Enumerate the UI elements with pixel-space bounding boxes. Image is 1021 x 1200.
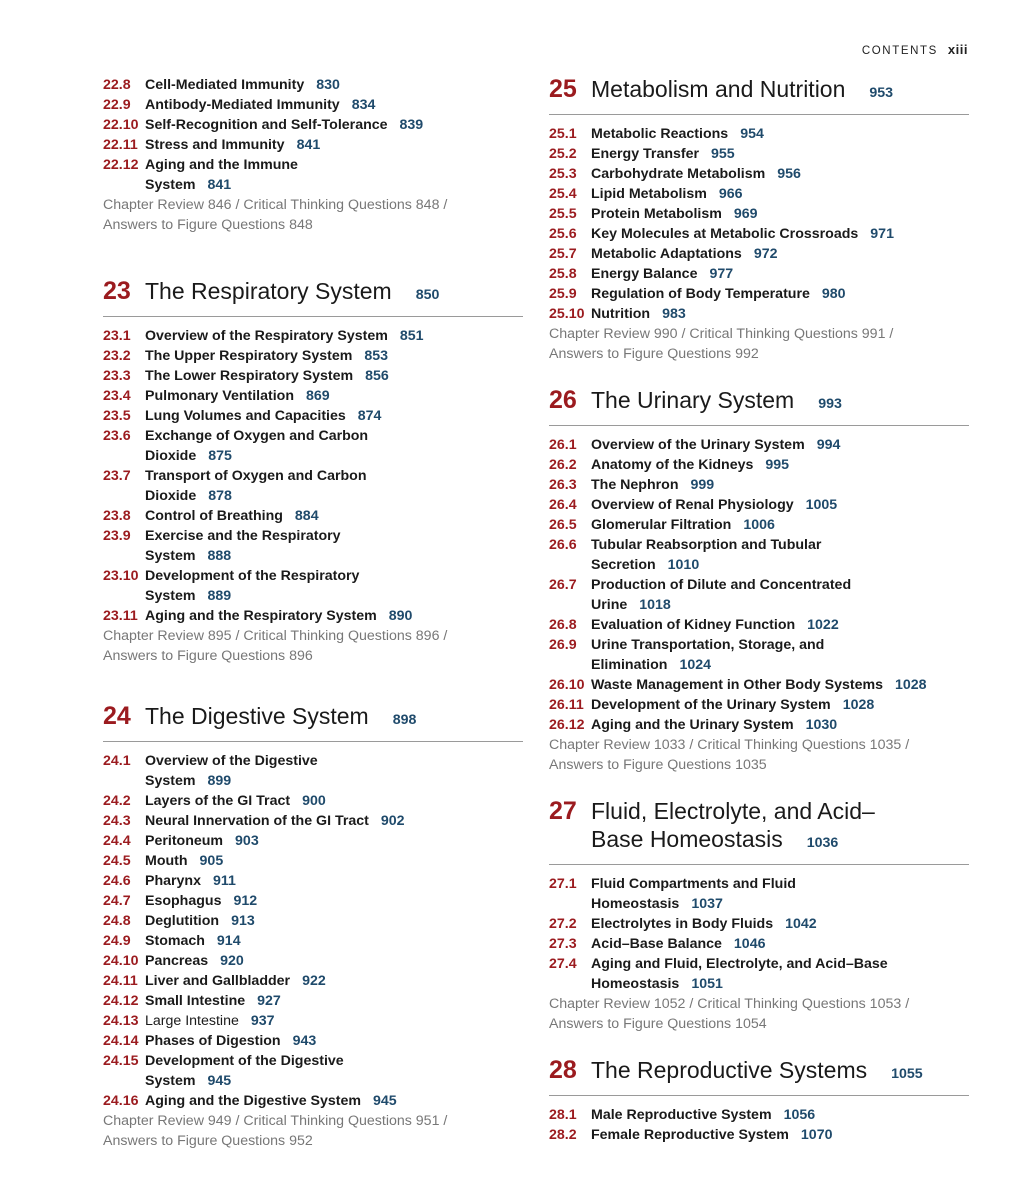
toc-entry[interactable]: 24.2 Layers of the GI Tract 900 bbox=[103, 793, 326, 809]
chapter-number: 26 bbox=[549, 386, 577, 414]
left-column bbox=[103, 75, 523, 1151]
chapter-24-heading bbox=[103, 702, 523, 742]
toc-entry[interactable]: 22.12 Aging and the Immune System 841 bbox=[103, 157, 298, 193]
toc-entry[interactable]: 25.9 Regulation of Body Temperature 980 bbox=[549, 286, 846, 302]
chapter-22-continued bbox=[103, 75, 523, 235]
toc-entry[interactable]: 26.11 Development of the Urinary System 1028 bbox=[549, 697, 875, 713]
chapter-26-heading bbox=[549, 386, 969, 426]
toc-entry[interactable]: 26.7 Production of Dilute and Concentrated Urine 1018 bbox=[549, 577, 852, 613]
chapter-page: 1036 bbox=[806, 835, 839, 851]
toc-entry[interactable]: 25.2 Energy Transfer 955 bbox=[549, 146, 735, 162]
toc-entry[interactable]: 25.3 Carbohydrate Metabolism 956 bbox=[549, 166, 801, 182]
chapter-23-heading bbox=[103, 277, 523, 317]
toc-entry[interactable]: 24.9 Stomach 914 bbox=[103, 933, 241, 949]
chapter-title[interactable]: The Respiratory System bbox=[145, 278, 392, 304]
chapter-number: 27 bbox=[549, 797, 577, 825]
toc-entry[interactable]: 26.9 Urine Transportation, Storage, and Elimination 1024 bbox=[549, 637, 825, 673]
toc-entry[interactable]: 28.2 Female Reproductive System 1070 bbox=[549, 1127, 833, 1143]
toc-entry[interactable]: 25.7 Metabolic Adaptations 972 bbox=[549, 246, 778, 262]
toc-entry[interactable]: 24.5 Mouth 905 bbox=[103, 853, 224, 869]
toc-entry[interactable]: 22.8 Cell-Mediated Immunity 830 bbox=[103, 77, 340, 93]
chapter-page: 953 bbox=[869, 85, 894, 101]
chapter-title[interactable]: Fluid, Electrolyte, and Acid–Base Homeostasis 1036 bbox=[591, 798, 875, 852]
chapter-title[interactable]: The Reproductive Systems bbox=[591, 1057, 868, 1083]
toc-entry[interactable]: 24.11 Liver and Gallbladder 922 bbox=[103, 973, 326, 989]
toc-entry[interactable]: 24.3 Neural Innervation of the GI Tract 902 bbox=[103, 813, 405, 829]
toc-entry[interactable]: 22.11 Stress and Immunity 841 bbox=[103, 137, 321, 153]
toc-entry[interactable]: 24.6 Pharynx 911 bbox=[103, 873, 236, 889]
toc-entry[interactable]: 22.10 Self-Recognition and Self-Tolerance 839 bbox=[103, 117, 424, 133]
toc-entry[interactable]: 23.9 Exercise and the Respiratory System 888 bbox=[103, 528, 341, 564]
toc-entry[interactable]: 26.4 Overview of Renal Physiology 1005 bbox=[549, 497, 838, 513]
toc-entry[interactable]: 23.5 Lung Volumes and Capacities 874 bbox=[103, 408, 382, 424]
chapter-number: 25 bbox=[549, 75, 577, 103]
toc-entry[interactable]: 23.7 Transport of Oxygen and Carbon Dioxide 878 bbox=[103, 468, 367, 504]
running-head bbox=[862, 42, 968, 57]
chapter-25-heading bbox=[549, 75, 969, 115]
toc-entry[interactable]: 23.11 Aging and the Respiratory System 890 bbox=[103, 608, 413, 624]
toc-entry[interactable]: 26.5 Glomerular Filtration 1006 bbox=[549, 517, 775, 533]
page-number: xiii bbox=[947, 42, 968, 57]
chapter-number: 23 bbox=[103, 277, 131, 305]
toc-entry[interactable]: 26.2 Anatomy of the Kidneys 995 bbox=[549, 457, 790, 473]
toc-entry[interactable]: 25.4 Lipid Metabolism 966 bbox=[549, 186, 743, 202]
toc-entry[interactable]: 25.6 Key Molecules at Metabolic Crossroads 971 bbox=[549, 226, 894, 242]
toc-entry[interactable]: 26.6 Tubular Reabsorption and Tubular Secretion 1010 bbox=[549, 537, 822, 573]
toc-entry[interactable]: 24.1 Overview of the Digestive System 899 bbox=[103, 753, 318, 789]
chapter-title[interactable]: The Urinary System bbox=[591, 387, 795, 413]
chapter-number: 28 bbox=[549, 1056, 577, 1084]
toc-entry[interactable]: 24.13 Large Intestine 937 bbox=[103, 1013, 275, 1029]
chapter-review: Chapter Review 846 / Critical Thinking Questions 848 / Answers to Figure Questions 848 bbox=[103, 197, 448, 233]
toc-entry[interactable]: 27.1 Fluid Compartments and Fluid Homeostasis 1037 bbox=[549, 876, 796, 912]
chapter-review: Chapter Review 949 / Critical Thinking Questions 951 / Answers to Figure Questions 952 bbox=[103, 1113, 448, 1149]
chapter-page: 850 bbox=[415, 287, 440, 303]
toc-entry[interactable]: 23.4 Pulmonary Ventilation 869 bbox=[103, 388, 330, 404]
chapter-page: 898 bbox=[392, 712, 417, 728]
chapter-title[interactable]: The Digestive System bbox=[145, 703, 369, 729]
toc-entry[interactable]: 26.12 Aging and the Urinary System 1030 bbox=[549, 717, 838, 733]
toc-entry[interactable]: 24.4 Peritoneum 903 bbox=[103, 833, 259, 849]
right-column bbox=[549, 75, 969, 1145]
toc-entry[interactable]: 24.16 Aging and the Digestive System 945 bbox=[103, 1093, 397, 1109]
toc-entry[interactable]: 23.2 The Upper Respiratory System 853 bbox=[103, 348, 389, 364]
toc-entry[interactable]: 23.3 The Lower Respiratory System 856 bbox=[103, 368, 389, 384]
chapter-27-heading bbox=[549, 797, 969, 865]
chapter-review: Chapter Review 990 / Critical Thinking Questions 991 / Answers to Figure Questions 992 bbox=[549, 326, 894, 362]
chapter-28-heading bbox=[549, 1056, 969, 1096]
toc-entry[interactable]: 26.8 Evaluation of Kidney Function 1022 bbox=[549, 617, 839, 633]
toc-entry[interactable]: 26.1 Overview of the Urinary System 994 bbox=[549, 437, 841, 453]
toc-entry[interactable]: 27.2 Electrolytes in Body Fluids 1042 bbox=[549, 916, 817, 932]
toc-entry[interactable]: 22.9 Antibody-Mediated Immunity 834 bbox=[103, 97, 376, 113]
chapter-number: 24 bbox=[103, 702, 131, 730]
toc-entry[interactable]: 25.10 Nutrition 983 bbox=[549, 306, 686, 322]
toc-entry[interactable]: 24.14 Phases of Digestion 943 bbox=[103, 1033, 317, 1049]
toc-entry[interactable]: 26.3 The Nephron 999 bbox=[549, 477, 715, 493]
toc-entry[interactable]: 23.6 Exchange of Oxygen and Carbon Dioxide 875 bbox=[103, 428, 369, 464]
chapter-page: 993 bbox=[818, 396, 842, 412]
toc-entry[interactable]: 24.8 Deglutition 913 bbox=[103, 913, 255, 929]
toc-entry[interactable]: 24.7 Esophagus 912 bbox=[103, 893, 258, 909]
running-head-label: CONTENTS bbox=[861, 45, 938, 57]
chapter-page: 1055 bbox=[891, 1066, 923, 1082]
chapter-review: Chapter Review 895 / Critical Thinking Questions 896 / Answers to Figure Questions 896 bbox=[103, 628, 448, 664]
toc-entry[interactable]: 28.1 Male Reproductive System 1056 bbox=[549, 1107, 816, 1123]
toc-entry[interactable]: 27.4 Aging and Fluid, Electrolyte, and Acid–Base Homeostasis 1051 bbox=[549, 956, 888, 992]
toc-entry[interactable]: 25.8 Energy Balance 977 bbox=[549, 266, 734, 282]
chapter-title[interactable]: Metabolism and Nutrition bbox=[591, 76, 846, 102]
toc-entry[interactable]: 23.1 Overview of the Respiratory System 851 bbox=[103, 328, 424, 344]
toc-entry[interactable]: 24.15 Development of the Digestive System 945 bbox=[103, 1053, 344, 1089]
toc-entry[interactable]: 24.10 Pancreas 920 bbox=[103, 953, 244, 969]
toc-entry[interactable]: 26.10 Waste Management in Other Body Systems 1028 bbox=[549, 677, 927, 693]
toc-entry[interactable]: 25.5 Protein Metabolism 969 bbox=[549, 206, 758, 222]
toc-entry[interactable]: 24.12 Small Intestine 927 bbox=[103, 993, 281, 1009]
chapter-review: Chapter Review 1052 / Critical Thinking Questions 1053 / Answers to Figure Questions 1054 bbox=[549, 996, 910, 1032]
chapter-review: Chapter Review 1033 / Critical Thinking Questions 1035 / Answers to Figure Questions 1035 bbox=[549, 737, 910, 773]
toc-entry[interactable]: 23.10 Development of the Respiratory System 889 bbox=[103, 568, 360, 604]
toc-entry[interactable]: 23.8 Control of Breathing 884 bbox=[103, 508, 319, 524]
toc-entry[interactable]: 27.3 Acid–Base Balance 1046 bbox=[549, 936, 766, 952]
toc-entry[interactable]: 25.1 Metabolic Reactions 954 bbox=[549, 126, 764, 142]
